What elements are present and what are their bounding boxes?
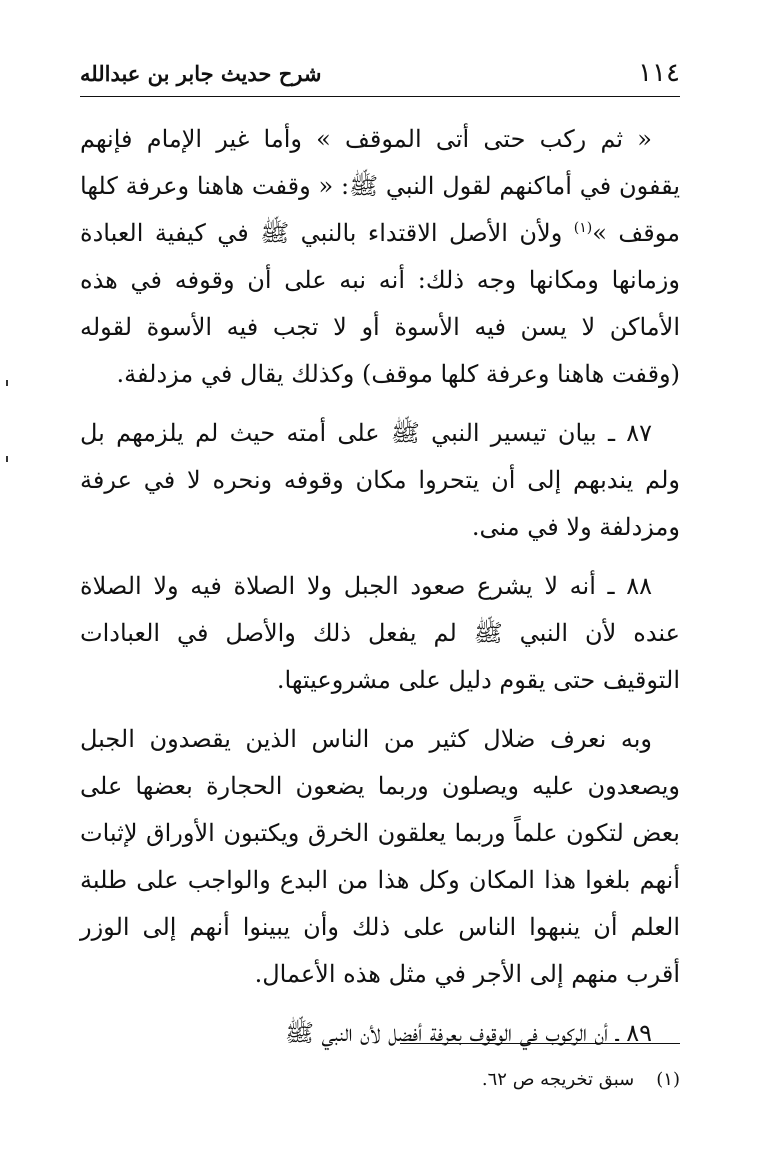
footnote	[80, 1066, 680, 1094]
scan-edge-mark	[6, 456, 8, 462]
paragraph-4: وبه نعرف ضلال كثير من الناس الذين يقصدون الجبل ويصعدون عليه ويصلون وربما يضعون الحجارة بعضها على بعض لتكون علماً وربما يعلقون الخرق ويكتبون الأوراق لإثبات أنهم بلغوا هذا المكان وكل هذا من البدع والواجب على طلبة العلم أن ينبهوا الناس على ذلك وأن يبينوا أنهم إلى الوزر أقرب منهم إلى الأجر في مثل هذه الأعمال.	[80, 725, 680, 988]
paragraph-2: ٨٧ ـ بيان تيسير النبي ﷺ على أمته حيث لم يلزمهم بل ولم يندبهم إلى أن يتحروا مكان وقوفه ونحره لا في عرفة ومزدلفة ولا في منى.	[80, 419, 680, 541]
footnote-number: (١)	[656, 1069, 680, 1090]
footnote-reference: (١)	[573, 220, 593, 236]
page-number: ١١٤	[638, 58, 680, 88]
body-text	[80, 116, 680, 1069]
running-title: شرح حديث جابر بن عبدالله	[80, 61, 322, 86]
page-header	[80, 56, 680, 94]
paragraph-5: ٨٩ ـ أن الركوب في الوقوف بعرفة أفضل لأن النبي ﷺ	[284, 1019, 652, 1047]
footnote-rule	[400, 1043, 680, 1044]
header-rule	[80, 96, 680, 97]
paragraph-1-text-a: « ثم ركب حتى أتى الموقف » وأما غير الإمام فإنهم يقفون في أماكنهم لقول النبي ﷺ: « وقفت هاهنا وعرفة كلها موقف »	[80, 125, 680, 247]
paragraph-3: ٨٨ ـ أنه لا يشرع صعود الجبل ولا الصلاة فيه ولا الصلاة عنده لأن النبي ﷺ لم يفعل ذلك والأصل في العبادات التوقيف حتى يقوم دليل على مشروعيتها.	[80, 572, 680, 694]
paragraph-1-text-b: ولأن الأصل الاقتداء بالنبي ﷺ في كيفية العبادة وزمانها ومكانها وجه ذلك: أنه نبه على أن وقوفه في هذه الأماكن لا يسن فيه الأسوة أو لا تجب فيه الأسوة لقوله (وقفت هاهنا وعرفة كلها موقف) وكذلك يقال في مزدلفة.	[80, 219, 680, 388]
paragraph-1	[80, 116, 680, 398]
footnote-text: سبق تخريجه ص ٦٢.	[481, 1069, 635, 1090]
scan-edge-mark	[6, 380, 8, 386]
